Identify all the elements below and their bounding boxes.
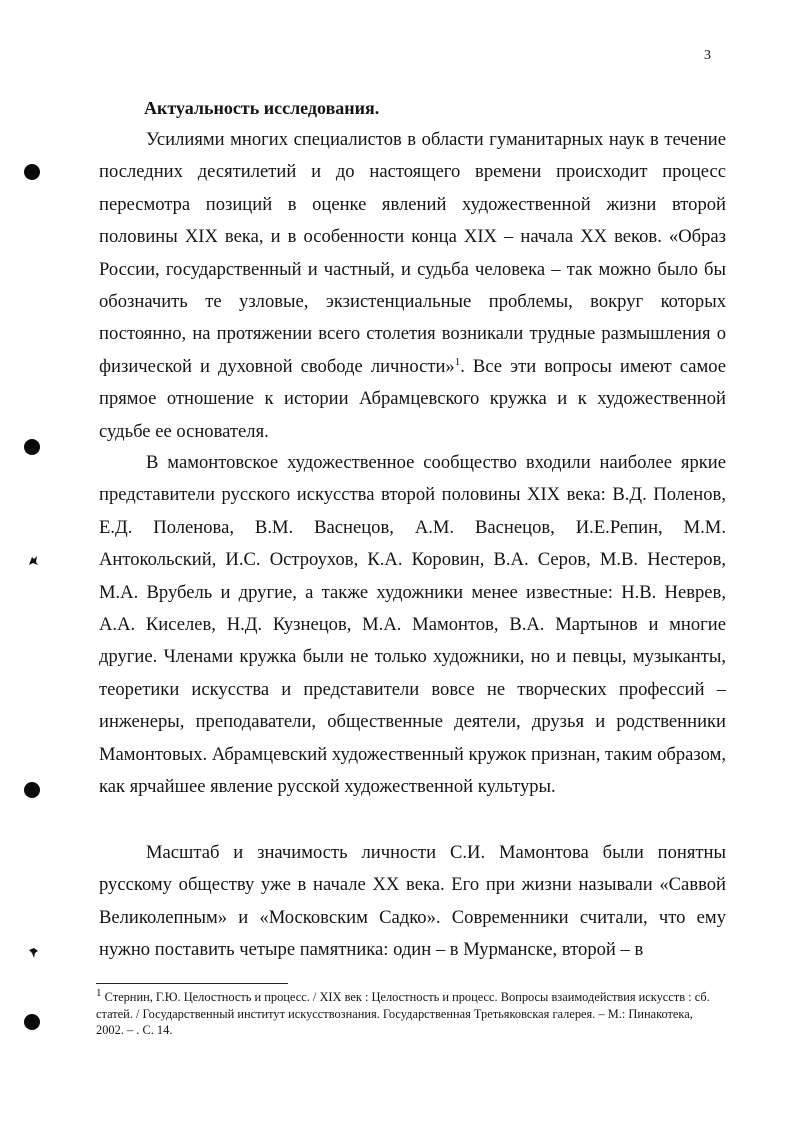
footnote [96, 986, 716, 1039]
paragraph-text: Усилиями многих специалистов в области гуманитарных наук в течение последних десятилетий и до настоящего времени происходит процесс пересмотра позиций в оценке явлений художественной жизни второй половины XIX века, и в особенности конца XIX – начала XX веков. «Образ России, государственный и частный, и судьба человека – так можно было бы обозначить те узловые, экзистенциальные проблемы, вокруг которых постоянно, на протяжении всего столетия возникали трудные размышления о физической и духовной свободе личности» [99, 129, 726, 377]
footnote-reference: 1 [454, 355, 461, 368]
paragraph-community: В мамонтовское художественное сообщество входили наиболее яркие представители русского искусства второй половины XIX века: В.Д. Поленов, Е.Д. Поленова, В.М. Васнецов, А.М. Васнецов, И.Е.Репин, М.М. Антокольский, И.С. Остроухов, К.А. Коровин, В.А. Серов, М.В. Нестеров, М.А. Врубель и другие, а также художники менее известные: Н.В. Неврев, А.А. Киселев, Н.Д. Кузнецов, М.А. Мамонтов, В.А. Мартынов и многие другие. Членами кружка были не только художники, но и певцы, музыканты, теоретики искусства и представители вовсе не творческих профессий – инженеры, преподаватели, общественные деятели, друзья и родственники Мамонтовых. Абрамцевский художественный кружок признан, таким образом, как ярчайшее явление русской художественной культуры. [99, 452, 726, 798]
punch-hole-mark [24, 1014, 40, 1030]
footnote-text: Стернин, Г.Ю. Целостность и процесс. / XIX век : Целостность и процесс. Вопросы взаимодействия искусств : сб. статей. / Государственный институт искусствознания. Государственная Третьяковская галерея. – М.: Пинакотека, 2002. – . С. 14. [96, 990, 710, 1037]
footnote-separator [96, 983, 288, 984]
paragraph-text-tail: . Все эти вопросы имеют самое прямое отношение к истории Абрамцевского кружка и к художественной судьбе ее основателя. [99, 355, 726, 442]
paragraph-scale: Масштаб и значимость личности С.И. Мамонтова были понятны русскому обществу уже в начале XX века. Его при жизни называли «Саввой Великолепным» и «Московским Садко». Современники считали, что ему нужно поставить четыре памятника: один – в Мурманске, второй – в [99, 842, 726, 961]
scan-speck-mark [28, 947, 39, 959]
footnote-number: 1 [96, 986, 102, 999]
paragraph-relevance [99, 124, 726, 448]
punch-hole-mark [24, 439, 40, 455]
punch-hole-mark [24, 782, 40, 798]
punch-hole-mark [24, 164, 40, 180]
section-heading: Актуальность исследования. [144, 98, 380, 118]
scan-speck-mark [27, 555, 39, 567]
page-number: 3 [704, 48, 711, 63]
